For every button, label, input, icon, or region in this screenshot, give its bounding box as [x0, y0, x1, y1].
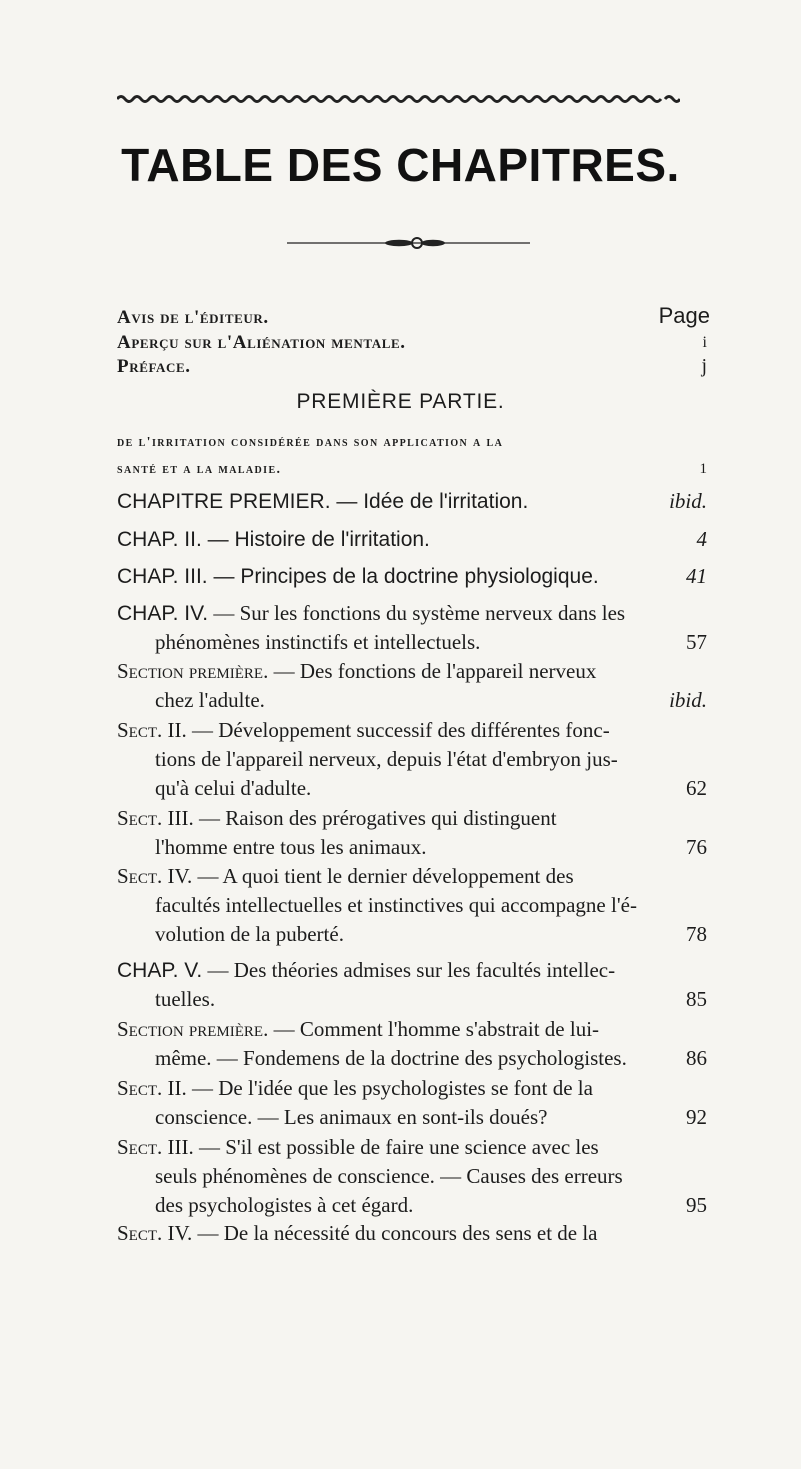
chapter-label: CHAP. V.: [117, 959, 203, 982]
page-number: ibid.: [669, 489, 707, 513]
page-number: i: [702, 334, 707, 351]
entry-text: seuls phénomènes de conscience. — Causes des erreurs: [155, 1164, 623, 1188]
chapter-label: CHAPITRE PREMIER.: [117, 490, 331, 513]
page-number: 57: [686, 630, 707, 654]
section-label: Sect. II.: [117, 718, 187, 742]
section-label: Sect. II.: [117, 1076, 187, 1100]
chapter-label: CHAP. III.: [117, 565, 208, 588]
entry-text: — Sur les fonctions du système nerveux dans les: [208, 601, 626, 625]
entry-text: tuelles.: [155, 987, 216, 1011]
decorative-wave-border: [117, 94, 680, 104]
entry-text: même. — Fondemens de la doctrine des psychologistes.: [155, 1046, 627, 1070]
entry-text: santé et a la maladie.: [117, 462, 282, 477]
entry-text: — Des fonctions de l'appareil nerveux: [268, 659, 597, 683]
page-number: 62: [686, 776, 707, 800]
page-title: TABLE DES CHAPITRES.: [121, 139, 680, 191]
page-number: 78: [686, 922, 707, 946]
page-column-label: Page: [658, 303, 710, 328]
section-label: Sect. IV.: [117, 864, 193, 888]
page-number: 95: [686, 1193, 707, 1217]
page-number: ibid.: [669, 688, 707, 712]
part-title: PREMIÈRE PARTIE.: [296, 390, 505, 413]
section-label: Section première.: [117, 659, 269, 683]
page-number: 4: [696, 527, 707, 551]
page-number: 76: [686, 835, 707, 859]
entry-text: volution de la puberté.: [155, 922, 344, 946]
decorative-rule: [287, 237, 530, 249]
section-label: Sect. IV.: [117, 1221, 193, 1245]
page-number: 86: [686, 1046, 707, 1070]
entry-text: qu'à celui d'adulte.: [155, 776, 312, 800]
page-number: 41: [686, 564, 707, 588]
entry-text: facultés intellectuelles et instinctives qui accompagne l'é-: [155, 893, 637, 917]
page-number: 92: [686, 1105, 707, 1129]
entry-text: — Comment l'homme s'abstrait de lui-: [268, 1017, 600, 1041]
entry-text: tions de l'appareil nerveux, depuis l'état d'embryon jus-: [155, 747, 618, 771]
page-number: 85: [686, 987, 707, 1011]
entry-text: — Des théories admises sur les facultés intellec-: [202, 958, 616, 982]
entry-text: l'homme entre tous les animaux.: [155, 835, 427, 859]
entry-text: — Histoire de l'irritation.: [201, 528, 430, 551]
entry-text: — Principes de la doctrine physiologique.: [207, 565, 599, 588]
chapter-label: CHAP. IV.: [117, 602, 209, 625]
entry-text: Préface.: [117, 356, 191, 377]
entry-text: — De l'idée que les psychologistes se font de la: [186, 1076, 593, 1100]
entry-text: Avis de l'éditeur.: [117, 307, 269, 328]
entry-text: — Raison des prérogatives qui distinguent: [193, 806, 557, 830]
entry-text: chez l'adulte.: [155, 688, 265, 712]
section-label: Sect. III.: [117, 806, 194, 830]
entry-text: Aperçu sur l'Aliénation mentale.: [117, 332, 406, 353]
entry-text: — De la nécessité du concours des sens et de la: [192, 1221, 598, 1245]
page-number: j: [701, 355, 707, 377]
page-number: 1: [699, 461, 707, 477]
entry-text: de l'irritation considérée dans son application a la: [117, 435, 504, 450]
entry-text: conscience. — Les animaux en sont-ils doués?: [155, 1105, 548, 1129]
section-label: Sect. III.: [117, 1135, 194, 1159]
section-label: Section première.: [117, 1017, 269, 1041]
entry-text: — Idée de l'irritation.: [330, 490, 529, 513]
entry-text: — A quoi tient le dernier développement des: [192, 864, 574, 888]
entry-text: phénomènes instinctifs et intellectuels.: [155, 630, 481, 654]
entry-text: des psychologistes à cet égard.: [155, 1193, 414, 1217]
entry-text: — Développement successif des différentes fonc-: [186, 718, 610, 742]
chapter-label: CHAP. II.: [117, 528, 202, 551]
entry-text: — S'il est possible de faire une science avec les: [193, 1135, 599, 1159]
